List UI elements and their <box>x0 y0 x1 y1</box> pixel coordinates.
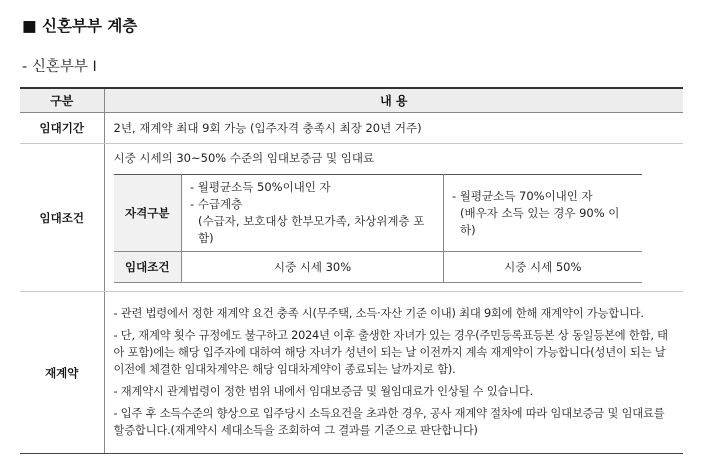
renewal-item: - 관련 법령에서 정한 재계약 요건 충족 시(무주택, 소득·자산 기준 이내) 최대 9회에 한해 재계약이 가능합니다. <box>113 307 644 320</box>
qualification-row <box>114 175 642 252</box>
table-header-row <box>20 88 683 113</box>
qualification-right-line: - 월평균소득 70%이내인 자 <box>452 188 593 203</box>
rent-condition-header: 임대조건 <box>114 252 182 283</box>
period-label: 임대기간 <box>20 113 104 144</box>
rent-condition-right: 시중 시세 50% <box>444 252 642 283</box>
section-heading: ■ 신혼부부 계층 <box>22 17 138 35</box>
qualification-left-line: - 수급계층 <box>190 197 243 211</box>
newlywed-info-table <box>20 87 683 454</box>
qualification-left-line: (수급자, 보호대상 한부모가족, 차상위계층 포함) <box>198 214 425 245</box>
renewal-item: - 입주 후 소득수준의 향상으로 입주당시 소득요건을 초과한 경우, 공사 재계약 절차에 따라 임대보증금 및 임대료를 할증합니다.(재계약시 세대소득을 조회하여 그 결과를 기준으로 판단합니다) <box>113 407 665 437</box>
renewal-content <box>104 292 683 454</box>
renewal-label: 재계약 <box>20 292 104 454</box>
qualification-right <box>444 175 642 252</box>
header-category: 구분 <box>20 88 104 113</box>
qualification-left <box>182 175 444 252</box>
qualification-right-line: (배우자 소득 있는 경우 90% 이하) <box>460 205 620 237</box>
renewal-item: - 단, 재계약 횟수 규정에도 불구하고 2024년 이후 출생한 자녀가 있는 경우(주민등록표등본 상 동일등본에 한함, 태아 포함)에는 해당 입주자에 대하여 해당 자녀가 성년이 되는 날 이전까지 계속 재계약이 가능합니다(성년이 되는 날 이전에 체결한 임대차계약은 해당 임대차계약이 종료되는 날까지로 함). <box>113 329 668 376</box>
period-text: 2년, 재계약 최대 9회 가능 (입주자격 충족시 최장 20년 거주) <box>104 113 683 144</box>
header-content: 내 용 <box>104 88 683 113</box>
conditions-label: 임대조건 <box>20 144 104 292</box>
rent-condition-row <box>114 252 642 283</box>
table-row-renewal <box>20 292 683 454</box>
conditions-intro: 시중 시세의 30~50% 수준의 임대보증금 및 임대료 <box>113 151 375 165</box>
subsection-heading: - 신혼부부 I <box>22 59 97 75</box>
qualification-header: 자격구분 <box>114 175 182 252</box>
qualification-left-line: - 월평균소득 50%이내인 자 <box>190 180 331 194</box>
rent-condition-left: 시중 시세 30% <box>182 252 444 283</box>
table-row-period <box>20 113 683 144</box>
renewal-item: - 재계약시 관계법령이 정한 범위 내에서 임대보증금 및 월임대료가 인상될 수 있습니다. <box>113 385 534 398</box>
conditions-content <box>104 144 683 292</box>
table-row-conditions <box>20 144 683 292</box>
qualification-table <box>114 174 642 283</box>
